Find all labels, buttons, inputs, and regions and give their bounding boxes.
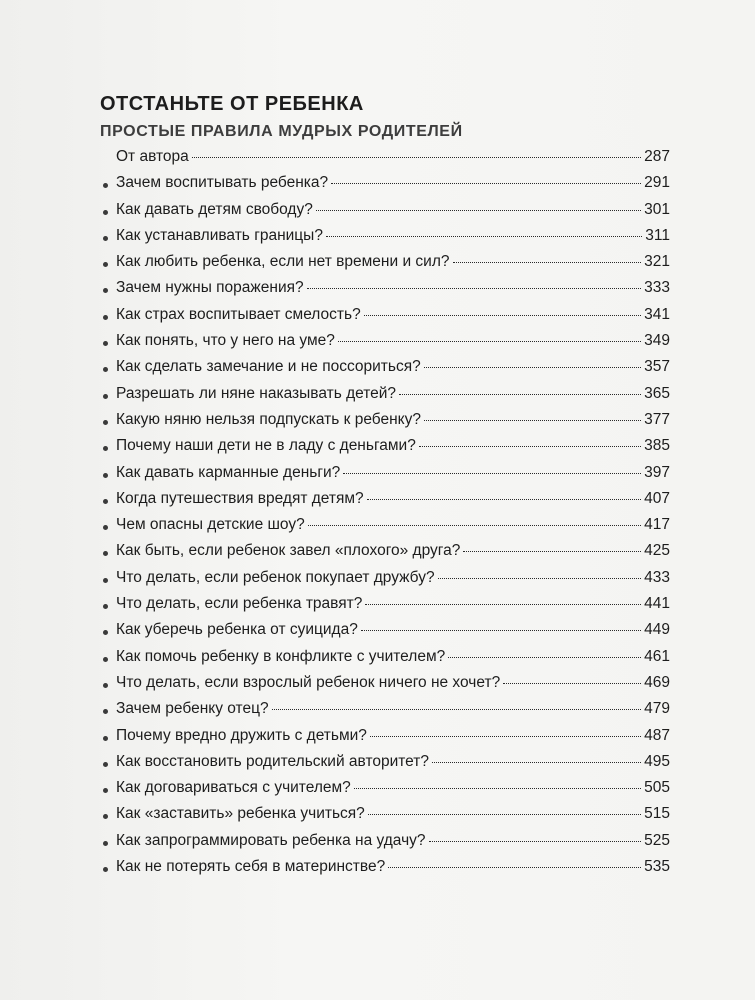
toc-entry bbox=[100, 332, 670, 358]
toc-entry bbox=[100, 437, 670, 463]
toc-entry bbox=[100, 490, 670, 516]
toc-entry-page: 311 bbox=[645, 226, 670, 244]
toc-entry-page: 487 bbox=[644, 726, 670, 744]
dot-leader bbox=[503, 683, 641, 684]
toc-entry bbox=[100, 516, 670, 542]
toc-entry bbox=[100, 385, 670, 411]
dot-leader bbox=[354, 788, 641, 789]
dot-leader bbox=[453, 262, 642, 263]
toc-entry-title: Почему наши дети не в ладу с деньгами? bbox=[116, 437, 416, 455]
toc-entry-title: От автора bbox=[116, 148, 189, 165]
toc-entry-title: Как уберечь ребенка от суицида? bbox=[116, 621, 358, 639]
dot-leader bbox=[399, 394, 641, 395]
table-of-contents bbox=[100, 92, 670, 884]
toc-entry-page: 441 bbox=[644, 595, 670, 613]
toc-entry-page: 425 bbox=[644, 542, 670, 560]
dot-leader bbox=[192, 157, 641, 158]
toc-entry bbox=[100, 201, 670, 227]
toc-entry bbox=[100, 858, 670, 884]
toc-entry-page: 397 bbox=[644, 463, 670, 481]
toc-list bbox=[100, 148, 670, 884]
toc-entry-page: 301 bbox=[644, 200, 670, 218]
bullet-icon bbox=[103, 867, 108, 872]
bullet-icon bbox=[103, 814, 108, 819]
toc-entry-title: Почему вредно дружить с детьми? bbox=[116, 726, 367, 744]
dot-leader bbox=[419, 446, 641, 447]
bullet-icon bbox=[103, 841, 108, 846]
toc-entry-title: Как быть, если ребенок завел «плохого» друга? bbox=[116, 542, 461, 560]
toc-entry-page: 349 bbox=[644, 332, 670, 350]
dot-leader bbox=[364, 315, 641, 316]
toc-entry-page: 287 bbox=[644, 148, 670, 165]
toc-entry-title: Что делать, если взрослый ребенок ничего не хочет? bbox=[116, 673, 501, 691]
dot-leader bbox=[424, 367, 641, 368]
bullet-icon bbox=[103, 788, 108, 793]
toc-entry bbox=[100, 174, 670, 200]
bullet-icon bbox=[103, 762, 108, 767]
bullet-icon bbox=[103, 683, 108, 688]
dot-leader bbox=[448, 657, 641, 658]
bullet-icon bbox=[103, 499, 108, 504]
toc-entry bbox=[100, 779, 670, 805]
bullet-icon bbox=[103, 736, 108, 741]
dot-leader bbox=[361, 630, 641, 631]
bullet-icon bbox=[103, 578, 108, 583]
bullet-icon bbox=[103, 525, 108, 530]
toc-entry bbox=[100, 595, 670, 621]
dot-leader bbox=[367, 499, 641, 500]
bullet-icon bbox=[103, 709, 108, 714]
dot-leader bbox=[429, 841, 642, 842]
toc-entry-title: Как не потерять себя в материнстве? bbox=[116, 858, 386, 876]
toc-entry-title: Как давать детям свободу? bbox=[116, 200, 313, 218]
toc-entry-page: 377 bbox=[644, 410, 670, 428]
bullet-icon bbox=[103, 210, 108, 215]
toc-entry-page: 365 bbox=[644, 384, 670, 402]
dot-leader bbox=[365, 604, 641, 605]
toc-entry-page: 479 bbox=[644, 700, 670, 718]
toc-entry-title: Как договариваться с учителем? bbox=[116, 779, 351, 797]
toc-entry bbox=[100, 464, 670, 490]
bullet-icon bbox=[103, 551, 108, 556]
bullet-icon bbox=[103, 183, 108, 188]
dot-leader bbox=[424, 420, 641, 421]
bullet-icon bbox=[103, 420, 108, 425]
toc-entry-title: Что делать, если ребенок покупает дружбу? bbox=[116, 568, 435, 586]
bullet-icon bbox=[103, 446, 108, 451]
bullet-icon bbox=[103, 473, 108, 478]
toc-entry bbox=[100, 227, 670, 253]
toc-entry-title: Какую няню нельзя подпускать к ребенку? bbox=[116, 410, 422, 428]
toc-entry bbox=[100, 279, 670, 305]
toc-entry-title: Как восстановить родительский авторитет? bbox=[116, 752, 430, 770]
toc-entry-page: 321 bbox=[644, 253, 670, 271]
page-subtitle: ПРОСТЫЕ ПРАВИЛА МУДРЫХ РОДИТЕЛЕЙ bbox=[100, 123, 463, 140]
toc-entry-title: Зачем нужны поражения? bbox=[116, 279, 304, 297]
dot-leader bbox=[326, 236, 642, 237]
toc-entry bbox=[100, 148, 670, 174]
toc-entry bbox=[100, 700, 670, 726]
toc-entry-title: Как устанавливать границы? bbox=[116, 226, 323, 244]
dot-leader bbox=[272, 709, 642, 710]
toc-entry-title: Как любить ребенка, если нет времени и сил? bbox=[116, 253, 450, 271]
toc-entry-page: 525 bbox=[644, 831, 670, 849]
toc-entry-title: Как понять, что у него на уме? bbox=[116, 332, 335, 350]
toc-entry-title: Зачем ребенку отец? bbox=[116, 700, 269, 718]
toc-entry-page: 357 bbox=[644, 358, 670, 376]
toc-entry-title: Зачем воспитывать ребенка? bbox=[116, 174, 329, 192]
dot-leader bbox=[438, 578, 642, 579]
toc-entry-page: 469 bbox=[644, 673, 670, 691]
toc-entry bbox=[100, 674, 670, 700]
toc-entry bbox=[100, 753, 670, 779]
dot-leader bbox=[343, 473, 641, 474]
page-title: ОТСТАНЬТЕ ОТ РЕБЕНКА bbox=[100, 93, 364, 115]
toc-entry-title: Как запрограммировать ребенка на удачу? bbox=[116, 831, 426, 849]
dot-leader bbox=[316, 210, 641, 211]
toc-entry-page: 417 bbox=[644, 516, 670, 534]
toc-entry-page: 515 bbox=[644, 805, 670, 823]
bullet-icon bbox=[103, 657, 108, 662]
toc-entry-page: 291 bbox=[644, 174, 670, 192]
toc-entry-title: Что делать, если ребенка травят? bbox=[116, 595, 363, 613]
toc-entry-title: Как «заставить» ребенка учиться? bbox=[116, 805, 365, 823]
toc-entry-page: 449 bbox=[644, 621, 670, 639]
toc-entry bbox=[100, 411, 670, 437]
dot-leader bbox=[368, 814, 641, 815]
bullet-icon bbox=[103, 262, 108, 267]
toc-entry bbox=[100, 805, 670, 831]
toc-entry-page: 505 bbox=[644, 779, 670, 797]
toc-entry-title: Чем опасны детские шоу? bbox=[116, 516, 305, 534]
toc-entry bbox=[100, 542, 670, 568]
bullet-icon bbox=[103, 604, 108, 609]
bullet-icon bbox=[103, 236, 108, 241]
dot-leader bbox=[331, 183, 641, 184]
dot-leader bbox=[463, 551, 641, 552]
dot-leader bbox=[432, 762, 641, 763]
toc-entry bbox=[100, 621, 670, 647]
bullet-icon bbox=[103, 341, 108, 346]
toc-entry-page: 433 bbox=[644, 568, 670, 586]
toc-entry-page: 341 bbox=[644, 305, 670, 323]
bullet-icon bbox=[103, 288, 108, 293]
dot-leader bbox=[308, 525, 641, 526]
toc-entry-title: Как помочь ребенку в конфликте с учителем? bbox=[116, 647, 446, 665]
toc-entry bbox=[100, 306, 670, 332]
toc-entry-page: 385 bbox=[644, 437, 670, 455]
bullet-icon bbox=[103, 367, 108, 372]
toc-entry-title: Когда путешествия вредят детям? bbox=[116, 489, 364, 507]
dot-leader bbox=[388, 867, 641, 868]
toc-entry-page: 333 bbox=[644, 279, 670, 297]
toc-entry bbox=[100, 648, 670, 674]
toc-entry-title: Разрешать ли няне наказывать детей? bbox=[116, 384, 397, 402]
toc-entry bbox=[100, 569, 670, 595]
toc-entry bbox=[100, 727, 670, 753]
dot-leader bbox=[370, 736, 641, 737]
dot-leader bbox=[307, 288, 641, 289]
toc-entry-page: 535 bbox=[644, 858, 670, 876]
toc-entry bbox=[100, 832, 670, 858]
toc-entry-page: 495 bbox=[644, 752, 670, 770]
toc-entry-title: Как страх воспитывает смелость? bbox=[116, 305, 361, 323]
toc-entry-page: 461 bbox=[644, 647, 670, 665]
bullet-icon bbox=[103, 315, 108, 320]
toc-entry bbox=[100, 358, 670, 384]
toc-entry bbox=[100, 253, 670, 279]
toc-entry-title: Как сделать замечание и не поссориться? bbox=[116, 358, 421, 376]
bullet-icon bbox=[103, 394, 108, 399]
toc-entry-title: Как давать карманные деньги? bbox=[116, 463, 341, 481]
dot-leader bbox=[338, 341, 641, 342]
toc-entry-page: 407 bbox=[644, 489, 670, 507]
bullet-icon bbox=[103, 630, 108, 635]
